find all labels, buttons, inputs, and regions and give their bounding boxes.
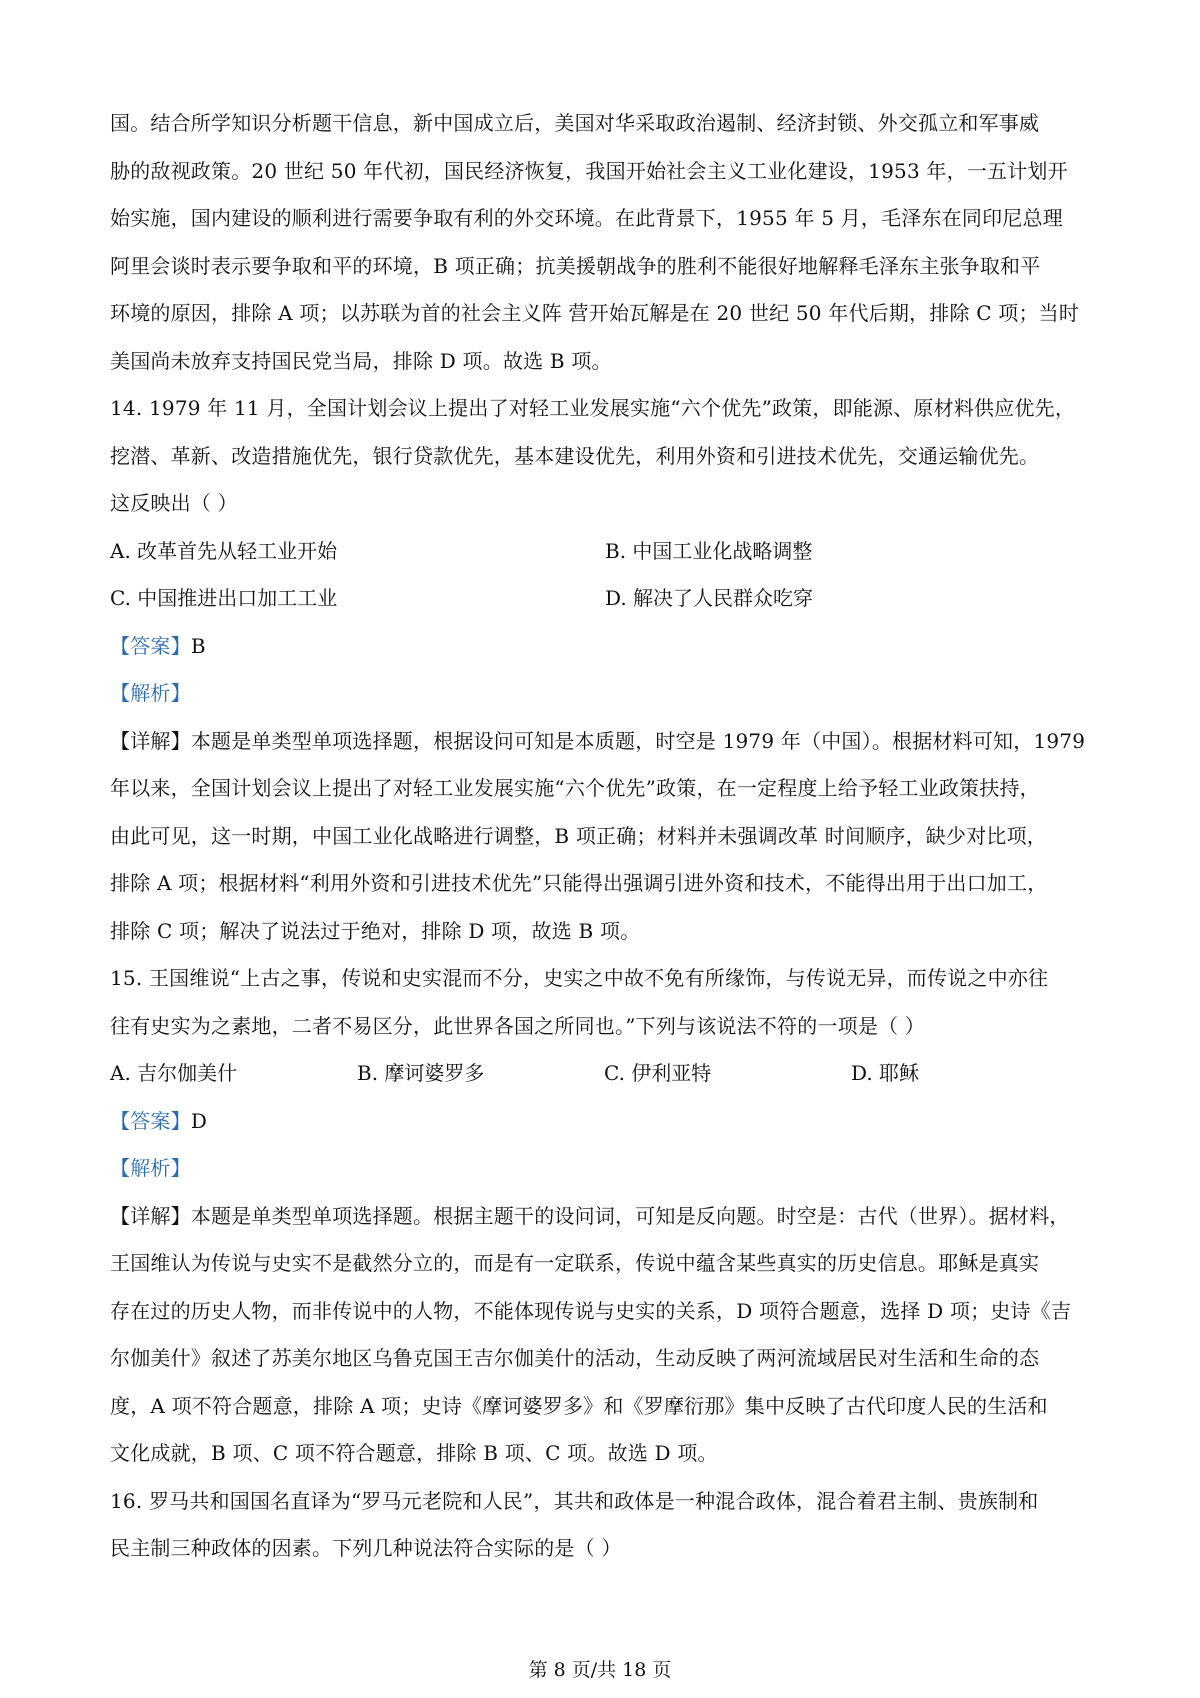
detail-line: 排除 C 项；解决了说法过于绝对，排除 D 项，故选 B 项。	[110, 918, 641, 943]
text-line: 环境的原因，排除 A 项；以苏联为首的社会主义阵 营开始瓦解是在 20 世纪 50 年代后期，排除 C 项；当时	[110, 301, 1080, 325]
text-line: 国。结合所学知识分析题干信息，新中国成立后，美国对华采取政治遏制、经济封锁、外交孤立和军事威	[110, 111, 1040, 135]
question-14	[110, 385, 1100, 955]
option-d: D. 耶稣	[851, 1061, 920, 1085]
detail-line: 尔伽美什》叙述了苏美尔地区乌鲁克国王吉尔伽美什的活动，生动反映了两河流域居民对生活和生命的态	[110, 1346, 1040, 1370]
options-row	[110, 575, 1100, 623]
option-b: B. 中国工业化战略调整	[605, 538, 813, 563]
detail-line	[110, 718, 1100, 766]
question-stem-line: 16. 罗马共和国国名直译为“罗马元老院和人民”，其共和政体是一种混合政体，混合着君主制、贵族制和	[110, 1488, 1039, 1513]
option-a: A. 吉尔伽美什	[110, 1061, 238, 1085]
page-content	[110, 100, 1100, 1573]
answer-tag: 【答案】	[110, 1108, 191, 1133]
detail-line	[110, 1193, 1100, 1241]
question-stem-line: 这反映出（ ）	[110, 491, 238, 515]
question-16	[110, 1478, 1100, 1573]
option-a: A. 改革首先从轻工业开始	[110, 538, 338, 563]
detail-text: 本题是单类型单项选择题，根据设问可知是本质题，时空是 1979 年（中国）。根据材料可知，1979	[190, 728, 1086, 753]
detail-line: 文化成就，B 项、C 项不符合题意，排除 B 项、C 项。故选 D 项。	[110, 1441, 718, 1465]
question-stem-line: 14. 1979 年 11 月，全国计划会议上提出了对轻工业发展实施“六个优先”政策，即能源、原材料供应优先，	[110, 396, 1076, 420]
detail-line: 度，A 项不符合题意，排除 A 项；史诗《摩诃婆罗多》和《罗摩衍那》集中反映了古代印度人民的生活和	[110, 1393, 1048, 1418]
answer-line	[110, 1098, 1100, 1146]
detail-tag: 【详解】	[110, 728, 191, 753]
detail-line: 由此可见，这一时期，中国工业化战略进行调整，B 项正确；材料并未强调改革 时间顺序，缺少对比项，	[110, 823, 1048, 848]
page-footer	[0, 1656, 1200, 1684]
answer-value: B	[190, 633, 206, 658]
intro-paragraph	[110, 100, 1100, 385]
answer-line	[110, 623, 1100, 671]
page-number: 第 8 页/共 18 页	[528, 1659, 672, 1681]
question-stem-line: 民主制三种政体的因素。下列几种说法符合实际的是（ ）	[110, 1536, 622, 1560]
text-line: 美国尚未放弃支持国民党当局，排除 D 项。故选 B 项。	[110, 348, 612, 373]
detail-line: 王国维认为传说与史实不是截然分立的，而是有一定联系，传说中蕴含某些真实的历史信息。耶稣是真实	[110, 1251, 1040, 1275]
detail-line: 排除 A 项；根据材料“利用外资和引进技术优先”只能得出强调引进外资和技术，不能得出用于出口加工，	[110, 871, 1048, 895]
option-b: B. 摩诃婆罗多	[357, 1061, 485, 1085]
detail-text: 本题是单类型单项选择题。根据主题干的设问词，可知是反向题。时空是：古代（世界）。据材料，	[190, 1203, 1070, 1228]
option-d: D. 解决了人民群众吃穿	[605, 586, 814, 610]
analysis-tag: 【解析】	[110, 1156, 191, 1180]
question-stem-line: 15. 王国维说“上古之事，传说和史实混而不分，史实之中故不免有所缘饰，与传说无异，而传说之中亦往	[110, 966, 1049, 990]
option-c: C. 伊利亚特	[604, 1061, 712, 1085]
options-row	[110, 528, 1100, 576]
text-line: 胁的敌视政策。20 世纪 50 年代初，国民经济恢复，我国开始社会主义工业化建设，1953 年，一五计划开	[110, 158, 1068, 183]
detail-line: 存在过的历史人物，而非传说中的人物，不能体现传说与史实的关系，D 项符合题意，选择 D 项；史诗《吉	[110, 1298, 1072, 1323]
question-stem-line: 挖潜、革新、改造措施优先，银行贷款优先，基本建设优先，利用外资和引进技术优先，交通运输优先。	[110, 443, 1040, 468]
text-line: 始实施，国内建设的顺利进行需要争取有利的外交环境。在此背景下，1955 年 5 月，毛泽东在同印尼总理	[110, 206, 1063, 230]
answer-value: D	[190, 1108, 208, 1133]
option-c: C. 中国推进出口加工工业	[110, 586, 338, 610]
question-15	[110, 955, 1100, 1478]
analysis-tag: 【解析】	[110, 681, 191, 705]
detail-line: 年以来，全国计划会议上提出了对轻工业发展实施“六个优先”政策，在一定程度上给予轻工业政策扶持，	[110, 776, 1040, 800]
options-row	[110, 1050, 1100, 1098]
analysis-line	[110, 1145, 1100, 1193]
analysis-line	[110, 670, 1100, 718]
question-stem-line: 往有史实为之素地，二者不易区分，此世界各国之所同也。”下列与该说法不符的一项是（ ）	[110, 1013, 925, 1038]
text-line: 阿里会谈时表示要争取和平的环境，B 项正确；抗美援朝战争的胜利不能很好地解释毛泽东主张争取和平	[110, 253, 1041, 278]
detail-tag: 【详解】	[110, 1203, 191, 1228]
answer-tag: 【答案】	[110, 633, 191, 658]
